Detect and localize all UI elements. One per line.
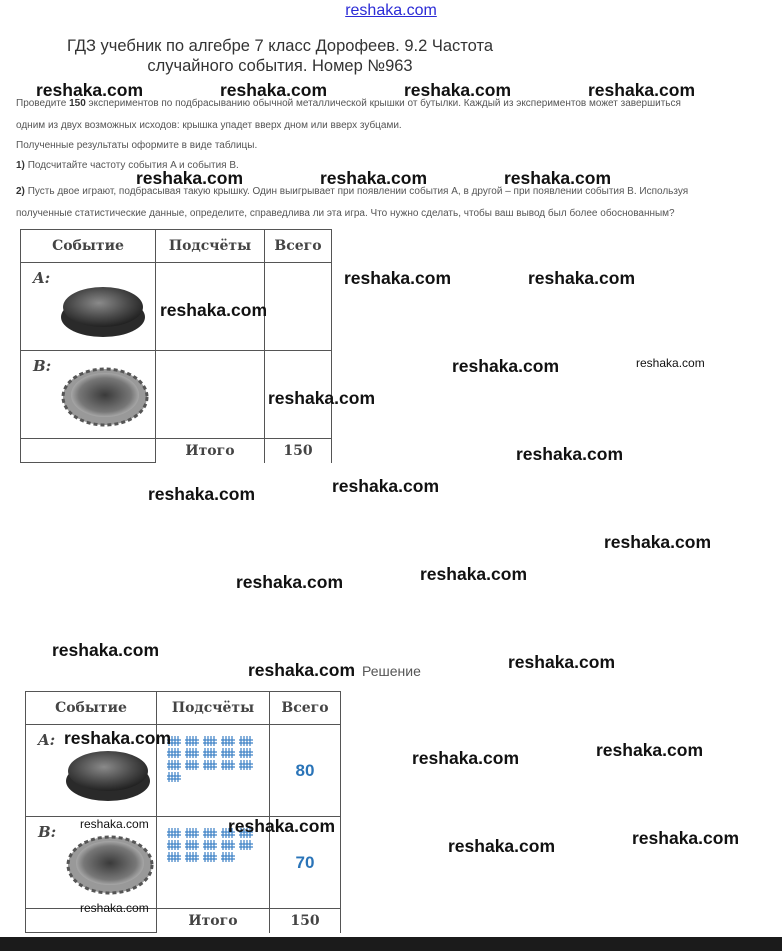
solution-label: Решение xyxy=(362,663,421,679)
bottle-cap-bottom-image xyxy=(64,827,156,899)
tally-bundle xyxy=(221,736,235,746)
watermark: reshaka.com xyxy=(268,388,376,408)
watermark: reshaka.com xyxy=(64,728,172,748)
bottle-cap-top-image xyxy=(57,277,149,341)
row-b-event xyxy=(21,351,156,439)
watermark: reshaka.com xyxy=(52,640,160,660)
watermark: reshaka.com xyxy=(528,268,636,288)
tally-bundle xyxy=(221,748,235,758)
tally-bundle xyxy=(203,736,217,746)
watermark: reshaka.com xyxy=(228,816,336,836)
solution-row-a-count xyxy=(157,725,270,817)
tally-bundle xyxy=(239,840,253,850)
watermark: reshaka.com xyxy=(148,484,256,504)
watermark: reshaka.com xyxy=(412,748,520,768)
bottom-bar xyxy=(0,937,782,951)
watermark: reshaka.com xyxy=(236,572,344,592)
watermark: reshaka.com xyxy=(588,80,696,100)
watermark: reshaka.com xyxy=(504,168,612,188)
watermark: reshaka.com xyxy=(516,444,624,464)
watermark: reshaka.com xyxy=(160,300,268,320)
total-label: Итого xyxy=(156,439,265,463)
watermark: reshaka.com xyxy=(452,356,560,376)
row-a-total xyxy=(265,263,332,351)
row-b-label: B: xyxy=(33,357,52,375)
task-table xyxy=(20,229,332,463)
row-a-label: A: xyxy=(33,269,51,287)
solution-total-label: Итого xyxy=(157,909,270,933)
tally-bundle xyxy=(167,760,181,770)
question-2-continued: полученные статистические данные, определите, справедлива ли эта игра. Что нужно сделать, чтобы ваш вывод был более обоснованным? xyxy=(16,208,675,219)
header-event: Событие xyxy=(21,230,156,263)
question-2-text: Пусть двое играют, подбрасывая такую крышку. Один выигрывает при появлении события A, в другой – при появлении события B. Используя xyxy=(27,186,689,197)
watermark: reshaka.com xyxy=(632,828,740,848)
watermark: reshaka.com xyxy=(136,168,244,188)
tally-bundle xyxy=(239,748,253,758)
tally-bundle xyxy=(221,852,235,862)
tally-bundle xyxy=(203,748,217,758)
watermark: reshaka.com xyxy=(508,652,616,672)
watermark: reshaka.com xyxy=(80,817,149,831)
question-1-text: Подсчитайте частоту события A и события B. xyxy=(27,160,239,171)
tally-bundle xyxy=(239,736,253,746)
tally-bundle xyxy=(185,736,199,746)
tally-bundle xyxy=(185,852,199,862)
problem-count: 150 xyxy=(69,98,86,109)
watermark: reshaka.com xyxy=(248,660,356,680)
total-value: 150 xyxy=(265,439,332,463)
tally-bundle xyxy=(203,760,217,770)
solution-row-a-total: 80 xyxy=(270,725,341,817)
solution-header-total: Всего xyxy=(270,692,341,725)
tally-bundle xyxy=(167,828,181,838)
problem-line-2: одним из двух возможных исходов: крышка упадет вверх дном или вверх зубцами. xyxy=(16,120,402,131)
watermark: reshaka.com xyxy=(636,356,705,370)
tally-bundle xyxy=(221,840,235,850)
row-a-event xyxy=(21,263,156,351)
watermark: reshaka.com xyxy=(604,532,712,552)
tally-bundle xyxy=(185,760,199,770)
tally-bundle xyxy=(167,772,181,782)
problem-line-3: Полученные результаты оформите в виде таблицы. xyxy=(16,140,258,151)
bottle-cap-bottom-image xyxy=(59,359,151,431)
bottle-cap-top-image xyxy=(62,741,154,805)
row-b-count xyxy=(156,351,265,439)
watermark: reshaka.com xyxy=(80,901,149,915)
page-title: ГДЗ учебник по алгебре 7 класс Дорофеев. 9.2 Частота случайного события. Номер №963 xyxy=(67,37,493,75)
question-2-number: 2) xyxy=(16,186,25,197)
watermark: reshaka.com xyxy=(448,836,556,856)
site-link[interactable]: reshaka.com xyxy=(345,2,437,19)
solution-row-b-total: 70 xyxy=(270,817,341,909)
solution-row-b-label: B: xyxy=(38,823,57,841)
problem-text-post: экспериментов по подбрасыванию обычной металлической крышки от бутылки. Каждый из экспериментов может завершиться xyxy=(85,98,681,109)
solution-row-a-label: A: xyxy=(38,731,56,749)
tally-bundle xyxy=(167,840,181,850)
watermark: reshaka.com xyxy=(344,268,452,288)
watermark: reshaka.com xyxy=(420,564,528,584)
tally-bundle xyxy=(203,852,217,862)
watermark: reshaka.com xyxy=(404,80,512,100)
tally-bundle xyxy=(221,760,235,770)
tally-bundle xyxy=(203,840,217,850)
tally-bundle xyxy=(185,828,199,838)
solution-header-event: Событие xyxy=(26,692,157,725)
problem-text-pre: Проведите xyxy=(16,98,70,109)
header-total: Всего xyxy=(265,230,332,263)
tally-bundle xyxy=(203,828,217,838)
question-1-number: 1) xyxy=(16,160,25,171)
watermark: reshaka.com xyxy=(332,476,440,496)
tally-bundle xyxy=(185,840,199,850)
tally-bundle xyxy=(185,748,199,758)
tally-bundle xyxy=(239,760,253,770)
tally-bundle xyxy=(167,748,181,758)
tally-marks-a xyxy=(157,729,269,809)
watermark: reshaka.com xyxy=(220,80,328,100)
watermark: reshaka.com xyxy=(596,740,704,760)
solution-header-count: Подсчёты xyxy=(157,692,270,725)
header-count: Подсчёты xyxy=(156,230,265,263)
watermark: reshaka.com xyxy=(36,80,144,100)
tally-bundle xyxy=(167,852,181,862)
watermark: reshaka.com xyxy=(320,168,428,188)
solution-total-value: 150 xyxy=(270,909,341,933)
